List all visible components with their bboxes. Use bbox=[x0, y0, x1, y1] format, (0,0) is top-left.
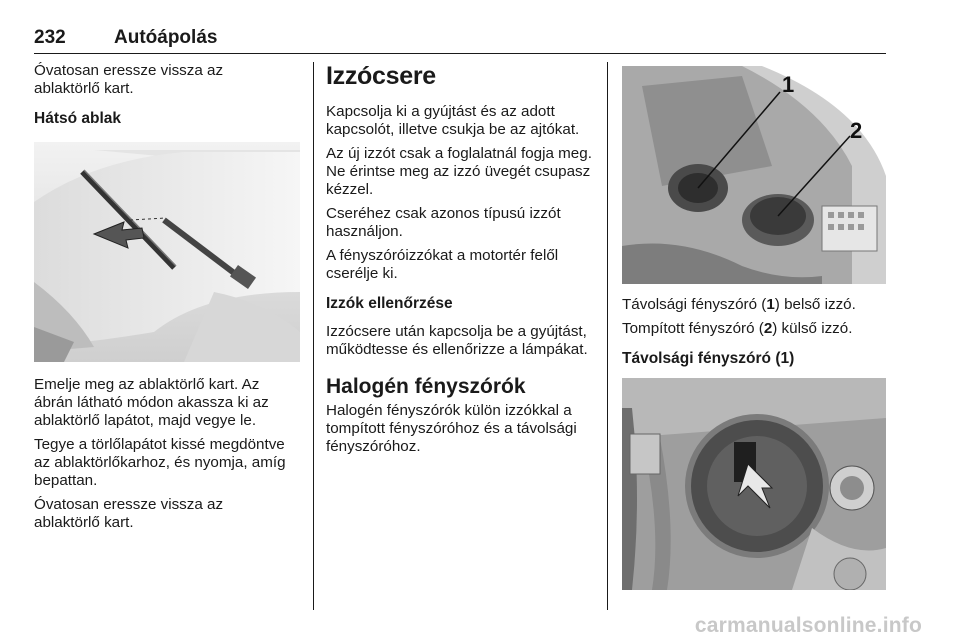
caption-2-ref: 2 bbox=[763, 320, 773, 337]
caption-1-pre: Távolsági fényszóró ( bbox=[622, 296, 767, 313]
figure-label-1: 1 bbox=[782, 72, 795, 97]
bulb-para-4: A fényszóróizzókat a motortér felől cserélje ki. bbox=[326, 247, 559, 282]
caption-low-beam bbox=[622, 320, 886, 338]
caption-high-beam bbox=[622, 296, 886, 314]
watermark: carmanualsonline.info bbox=[694, 614, 922, 637]
column-divider-1 bbox=[313, 62, 314, 610]
bulb-para-3: Cseréhez csak azonos típusú izzót használjon. bbox=[326, 205, 561, 240]
bulb-para-2: Az új izzót csak a foglalatnál fogja meg. Ne érintse meg az izzó üvegét csupasz kézzel. bbox=[326, 145, 592, 198]
rear-window-heading: Hátsó ablak bbox=[34, 110, 122, 127]
high-beam-heading: Távolsági fényszóró (1) bbox=[622, 350, 795, 367]
rear-wiper-illustration bbox=[34, 142, 300, 362]
caption-2-post: ) külső izzó. bbox=[772, 320, 853, 337]
caption-1-post: ) belső izzó. bbox=[774, 296, 856, 313]
bulb-check-heading: Izzók ellenőrzése bbox=[326, 295, 453, 312]
right-column bbox=[622, 62, 886, 590]
middle-column bbox=[326, 62, 594, 462]
figure-label-2: 2 bbox=[850, 118, 863, 143]
page-number: 232 bbox=[34, 27, 66, 48]
bulb-replacement-heading: Izzócsere bbox=[326, 62, 436, 90]
halogen-heading: Halogén fényszórók bbox=[326, 375, 526, 398]
page-header bbox=[34, 27, 886, 54]
rear-para-3: Óvatosan eressze vissza az ablaktörlő kart. bbox=[34, 496, 224, 531]
caption-2-pre: Tompított fényszóró ( bbox=[622, 320, 764, 337]
column-divider-2 bbox=[607, 62, 608, 610]
rear-para-2: Tegye a törlőlapátot kissé megdöntve az ablaktörlőkarhoz, és nyomja, amíg bepattan. bbox=[34, 436, 286, 489]
rear-para-1: Emelje meg az ablaktörlő kart. Az ábrán látható módon akassza ki az ablaktörlő lapátot, majd vegye le. bbox=[34, 376, 269, 429]
caption-1-ref: 1 bbox=[766, 296, 775, 313]
high-beam-cap-illustration bbox=[622, 378, 886, 590]
headlamp-bulbs-illustration bbox=[622, 66, 886, 284]
bulb-para-5: Izzócsere után kapcsolja be a gyújtást, működtesse és ellenőrizze a lámpákat. bbox=[326, 323, 588, 358]
chapter-title: Autóápolás bbox=[114, 27, 218, 48]
bulb-para-1: Kapcsolja ki a gyújtást és az adott kapcsolót, illetve csukja be az ajtókat. bbox=[326, 103, 580, 138]
bulb-para-6: Halogén fényszórók külön izzókkal a tompított fényszóróhoz és a távolsági fényszóróhoz. bbox=[326, 402, 577, 455]
intro-text: Óvatosan eressze vissza az ablaktörlő kart. bbox=[34, 62, 224, 97]
left-column bbox=[34, 62, 300, 538]
